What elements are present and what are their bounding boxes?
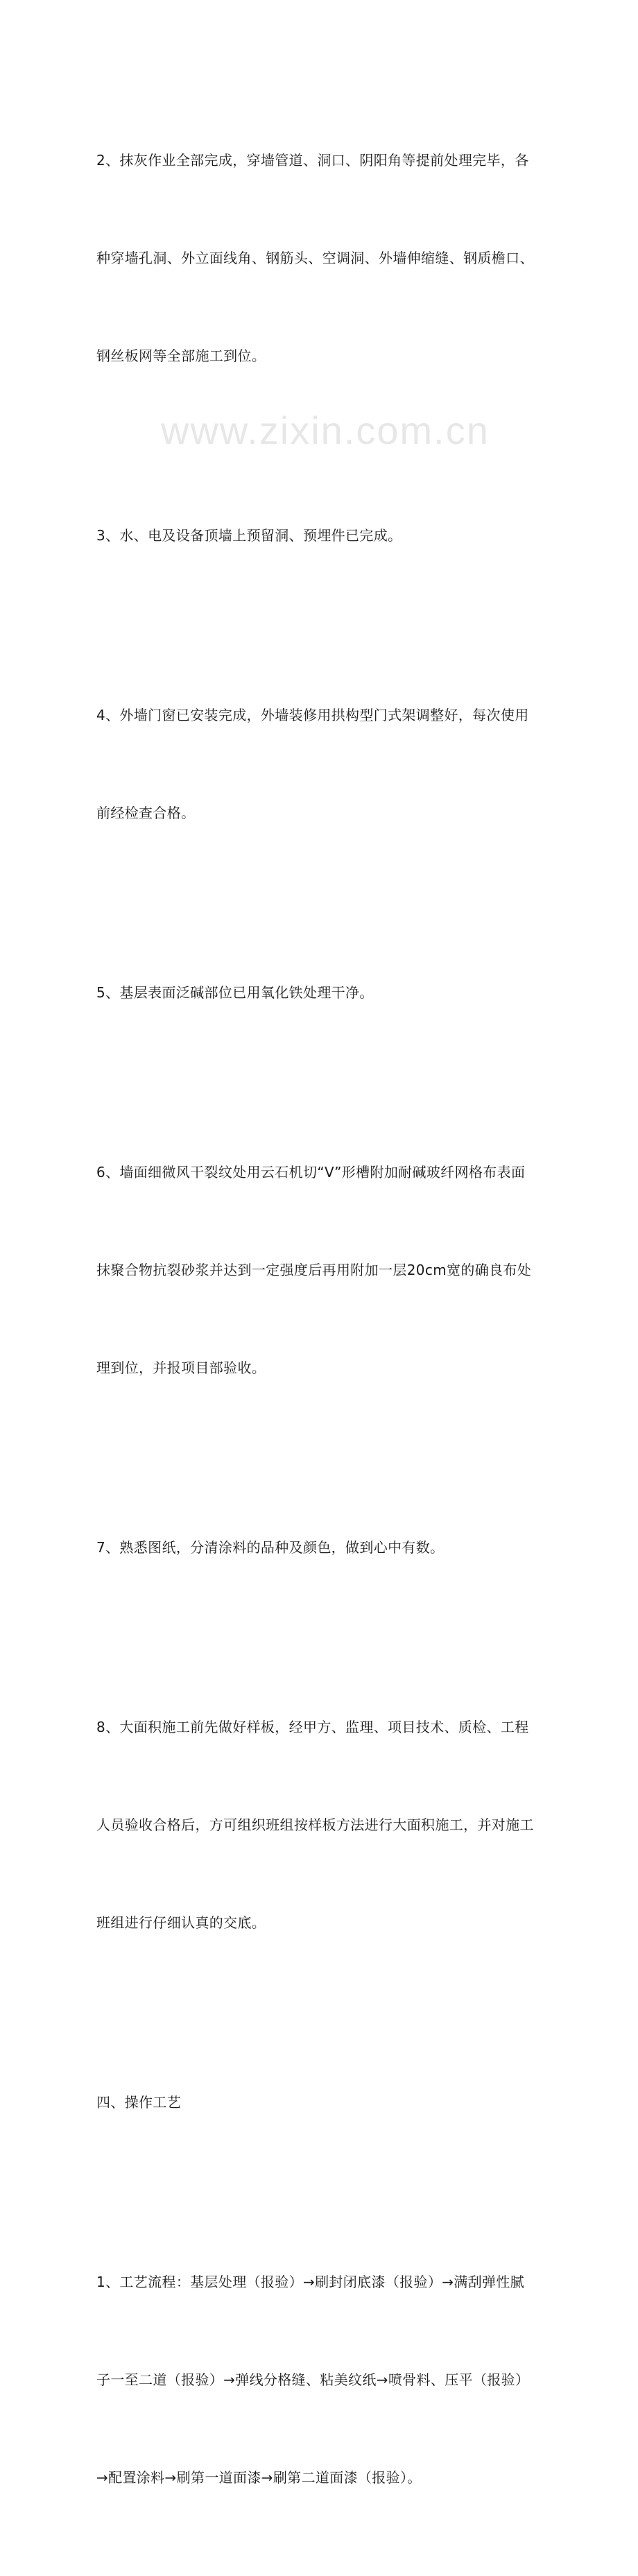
paragraph-item-5 <box>96 911 561 1074</box>
paragraph-item-4 <box>96 634 561 895</box>
text-line: 钢丝板网等全部施工到位。 <box>96 347 266 364</box>
text-line: 6、墙面细微风干裂纹处用云石机切“V”形槽附加耐碱玻纤网格布表面 <box>96 1164 526 1180</box>
document-body <box>96 79 561 2576</box>
text-line: 前经检查合格。 <box>96 805 196 821</box>
text-line: 抹聚合物抗裂砂浆并达到一定强度后再用附加一层20cm宽的确良布处 <box>96 1262 532 1278</box>
paragraph-item-8 <box>96 1646 561 2004</box>
paragraph-item-3 <box>96 454 561 617</box>
text-line: 4、外墙门窗已安装完成，外墙装修用拱构型门式架调整好，每次使用 <box>96 707 529 723</box>
paragraph-item-6 <box>96 1091 561 1450</box>
text-line: 理到位，并报项目部验收。 <box>96 1359 266 1376</box>
text-line: 种穿墙孔洞、外立面线角、钢筋头、空调洞、外墙伸缩缝、钢质檐口、 <box>96 250 534 266</box>
text-line: 5、基层表面泛碱部位已用氧化铁处理干净。 <box>96 984 374 1001</box>
text-line: 1、工艺流程：基层处理（报验）→刷封闭底漆（报验）→满刮弹性腻 <box>96 2274 525 2290</box>
text-line: 班组进行仔细认真的交底。 <box>96 1914 266 1931</box>
text-line: 3、水、电及设备顶墙上预留洞、预埋件已完成。 <box>96 527 402 544</box>
section-heading-text: 四、操作工艺 <box>96 2094 182 2111</box>
text-line: →配置涂料→刷第一道面漆→刷第二道面漆（报验）。 <box>96 2469 422 2486</box>
text-line: 7、熟悉图纸，分清涂料的品种及颜色，做到心中有数。 <box>96 1539 445 1556</box>
text-line: 8、大面积施工前先做好样板，经甲方、监理、项目技术、质检、工程 <box>96 1719 529 1735</box>
text-line: 子一至二道（报验）→弹线分格缝、粘美纹纸→喷骨料、压平（报验） <box>96 2371 530 2388</box>
section-heading <box>96 2021 561 2184</box>
paragraph-item-2 <box>96 79 561 438</box>
paragraph-item-7 <box>96 1466 561 1629</box>
text-line: 人员验收合格后，方可组织班组按样板方法进行大面积施工，并对施工 <box>96 1817 534 1833</box>
text-line: 2、抹灰作业全部完成，穿墙管道、洞口、阴阳角等提前处理完毕，各 <box>96 152 529 169</box>
watermark-text: www.zixin.com.cn <box>161 409 490 452</box>
paragraph-process-flow <box>96 2201 561 2559</box>
